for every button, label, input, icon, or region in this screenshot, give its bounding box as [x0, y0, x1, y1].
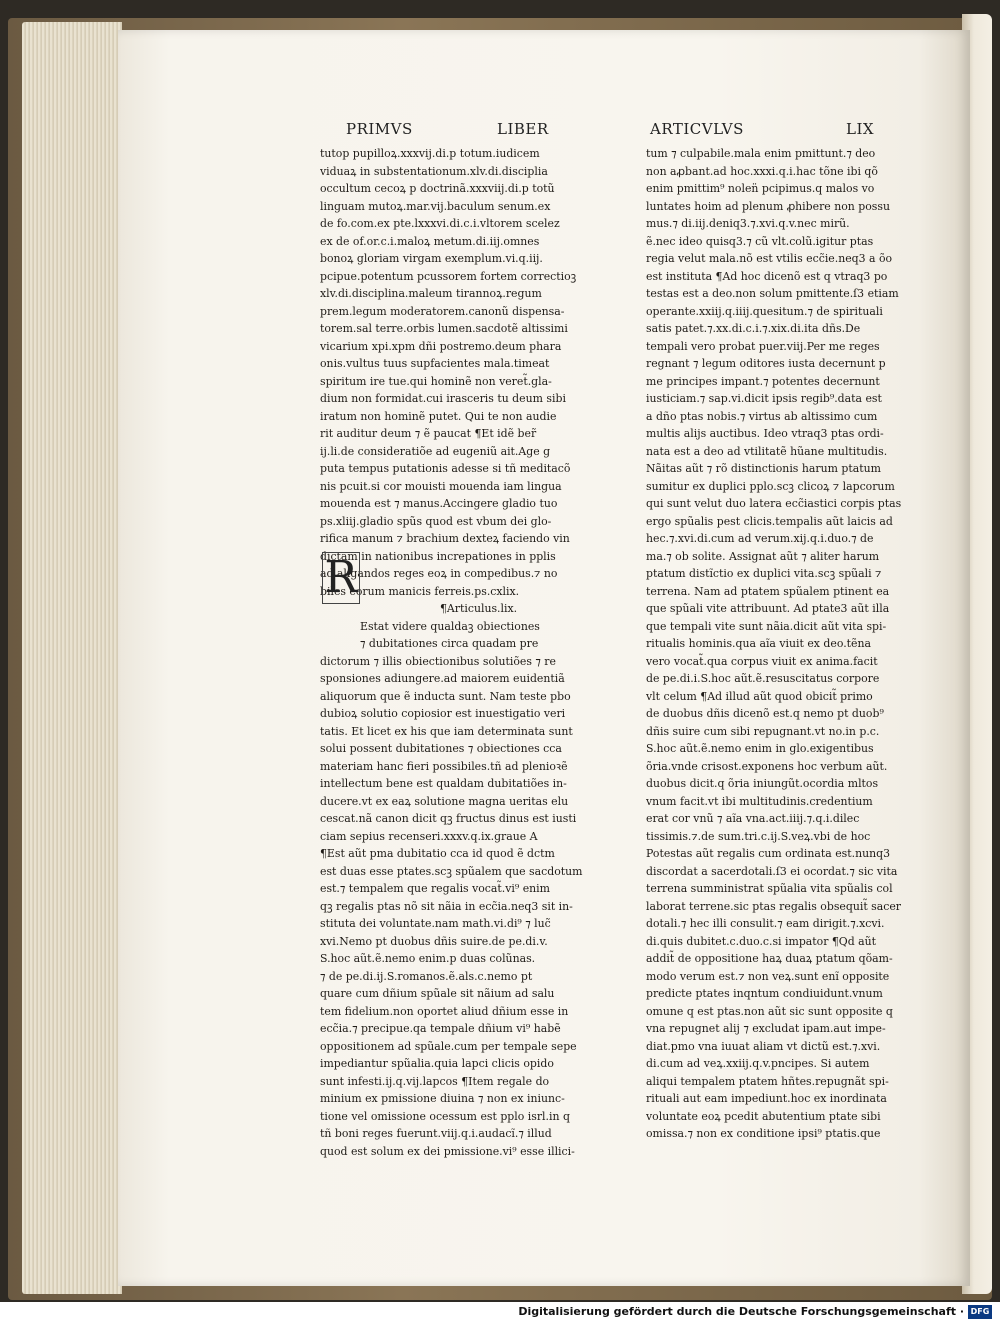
- text-line: viduaꝝ in substentationum.xlv.di.disciplia: [320, 164, 548, 178]
- text-line: tñ boni reges fuerunt.viij.q.i.audacĩ.⁊ illud: [320, 1127, 552, 1140]
- text-line: Potestas aũt regalis cum ordinata est.nunq3: [646, 847, 891, 860]
- text-line: nis pcuit.si cor mouisti mouenda iam lingua: [320, 479, 562, 493]
- text-line: de fo.com.ex pte.lxxxvi.di.c.i.vltorem scelez: [320, 217, 560, 230]
- text-line: a dño ptas nobis.⁊ virtus ab altissimo cum: [646, 409, 878, 423]
- text-line: quare cum dñium spũale sit nãium ad salu: [320, 987, 555, 1000]
- text-line: operante.xxiij.q.iiij.quesitum.⁊ de spirituali: [646, 304, 883, 318]
- text-line: satis patet.⁊.xx.di.c.i.⁊.xix.di.ita dñs.De: [646, 322, 861, 335]
- text-line: sponsiones adiungere.ad maiorem euidentiã: [320, 672, 565, 685]
- text-line: est duas esse ptates.scꝫ spũalem que sacdotum: [320, 864, 583, 878]
- text-line: ecc̃ia.⁊ precipue.qa tempale dñium vi⁹ habẽ: [320, 1022, 561, 1035]
- text-line: est.⁊ tempalem que regalis vocat̃.vi⁹ enim: [320, 882, 550, 895]
- text-line: que spũali vite attribuunt. Ad ptate3 aũt illa: [646, 602, 890, 615]
- text-line: rit auditur deum ⁊ ẽ paucat ¶Et idẽ ber̃: [320, 427, 537, 440]
- text-line: biles eorum manicis ferreis.ps.cxlix.: [320, 584, 520, 598]
- text-line: vicarium xpi.xpm dñi postremo.deum phara: [320, 339, 562, 353]
- text-line: laborat terrene.sic ptas regalis obsequit̃ sacer: [646, 899, 901, 913]
- text-line: vlt celum ¶Ad illud aũt quod obicit̃ primo: [646, 689, 873, 703]
- text-line: aliqui tempalem ptatem hñtes.repugnãt spi-: [646, 1074, 889, 1088]
- text-line: mus.⁊ di.iij.deniq3.⁊.xvi.q.v.nec mirũ.: [646, 217, 850, 230]
- text-line: materiam hanc fieri possibiles.tñ ad plenioꝛẽ: [320, 759, 568, 773]
- text-line: õria.vnde crisost.exponens hoc verbum aũt.: [646, 759, 888, 773]
- text-line: ij.li.de consideratiõe ad eugeniũ ait.Age g: [320, 444, 551, 458]
- text-line: tempali vero probat puer.viij.Per me reges: [646, 339, 880, 353]
- text-line: vna repugnet alij ⁊ excludat ipam.aut impe-: [646, 1022, 886, 1035]
- text-line: qui sunt velut duo latera ecc̃iastici corpis ptas: [646, 497, 902, 510]
- text-line: oppositionem ad spũale.cum per tempale sepe: [320, 1039, 577, 1053]
- text-line: de pe.di.i.S.hoc aũt.ẽ.resuscitatus corpore: [646, 672, 880, 685]
- text-line: regnant ⁊ legum oditores iusta decernunt p: [646, 357, 886, 370]
- text-line: tatis. Et licet ex his que iam determinata sunt: [320, 724, 573, 738]
- text-line: omissa.⁊ non ex conditione ipsi⁹ ptatis.que: [646, 1127, 881, 1140]
- text-line: intellectum bene est qualdam dubitatiões in-: [320, 777, 567, 790]
- text-line: prem.legum moderatorem.canonũ dispensa-: [320, 304, 565, 318]
- text-line: ⁊ dubitationes circa quadam pre: [360, 637, 539, 650]
- text-line: pcipue.potentum pcussorem fortem correctioꝫ: [320, 269, 577, 283]
- text-line: ma.⁊ ob solite. Assignat aũt ⁊ aliter harum: [646, 549, 880, 563]
- text-line: duobus dicit.q õria iniungũt.ocordia mltos: [646, 777, 879, 790]
- text-line: rifica manum ⁊ brachium dexteꝝ faciendo vin: [320, 532, 570, 545]
- text-line: me principes impant.⁊ potentes decernunt: [646, 374, 880, 388]
- text-line: ¶Est aũt pma dubitatio cca id quod ẽ dctm: [320, 847, 555, 860]
- text-line: iratum non hominẽ putet. Qui te non audie: [320, 409, 557, 423]
- text-line: tissimis.⁊.de sum.tri.c.ij.S.veꝝ.vbi de hoc: [646, 829, 871, 843]
- text-line: tum ⁊ culpabile.mala enim pmittunt.⁊ deo: [646, 147, 876, 160]
- text-line: terrena sumministrat spũalia vita spũalis col: [646, 882, 893, 895]
- text-line: sumitur ex duplici pplo.scꝫ clicoꝝ ⁊ lapcorum: [646, 479, 895, 493]
- text-line: regia velut mala.nõ est vtilis ecc̃ie.neq3 a õo: [646, 252, 893, 265]
- text-line: S.hoc aũt.ẽ.nemo enim in glo.exigentibus: [646, 742, 874, 755]
- text-line: voluntate eoꝝ pcedit abutentium ptate sibi: [646, 1109, 881, 1123]
- text-line: puta tempus putationis adesse si tñ meditacõ: [320, 462, 571, 475]
- text-line: minium ex pmissione diuina ⁊ non ex iniunc-: [320, 1092, 565, 1105]
- folio-number: LIX: [846, 120, 875, 138]
- dfg-logo: DFG: [968, 1305, 992, 1319]
- text-line: stituta dei voluntate.nam math.vi.di⁹ ⁊ luc̃: [320, 917, 551, 930]
- text-line: ad aligandos reges eoꝝ in compedibus.⁊ no: [320, 567, 558, 580]
- running-head-right: ARTICVLVS: [650, 120, 744, 138]
- text-line: erat cor vnũ ⁊ aĩa vna.act.iiij.⁊.q.i.dilec: [646, 812, 860, 825]
- text-column-left: [320, 145, 590, 1160]
- text-line: ritualis hominis.qua aĩa viuit ex deo.tẽna: [646, 637, 871, 650]
- text-line: diat.pmo vna iuuat aliam vt dictũ est.⁊.xvi.: [646, 1039, 881, 1053]
- text-line: aliquorum que ẽ inducta sunt. Nam teste pbo: [320, 689, 571, 703]
- text-line: omune q est ptas.non aũt sic sunt opposite q: [646, 1004, 893, 1018]
- text-line: Nãitas aũt ⁊ rõ distinctionis harum ptatum: [646, 462, 881, 475]
- text-line: discordat a sacerdotali.ſ3 ei ocordat.⁊ sic vita: [646, 864, 898, 878]
- text-line: xlv.di.disciplina.maleum tirannoꝝ.regum: [320, 287, 542, 300]
- text-line: ex de of.or.c.i.maloꝝ metum.di.iij.omnes: [320, 234, 540, 248]
- text-line: ergo spũalis pest clicis.tempalis aũt laicis ad: [646, 514, 893, 528]
- text-line: luntates hoim ad plenum ꝓhibere non possu: [646, 199, 890, 213]
- text-line: dotali.⁊ hec illi consulit.⁊ eam dirigit.⁊.xcvi.: [646, 917, 885, 930]
- text-line: hec.⁊.xvi.di.cum ad verum.xij.q.i.duo.⁊ de: [646, 532, 874, 545]
- text-line: que tempali vite sunt nãia.dicit aũt vita spi-: [646, 619, 887, 633]
- text-line: tutop pupilloꝝ.xxxvij.di.p totum.iudicem: [320, 147, 540, 160]
- text-line: modo verum est.⁊ non veꝝ.sunt enĩ opposite: [646, 969, 890, 983]
- funding-credit: Digitalisierung gefördert durch die Deutsche Forschungsgemeinschaft ·: [518, 1305, 964, 1318]
- text-line: vero vocat̃.qua corpus viuit ex anima.facit: [646, 654, 878, 668]
- text-line: mouenda est ⁊ manus.Accingere gladio tuo: [320, 497, 558, 510]
- text-line: testas est a deo.non solum pmittente.ſ3 etiam: [646, 287, 899, 300]
- text-line: ptatum distĩctio ex duplici vita.scꝫ spũali ⁊: [646, 567, 882, 580]
- text-line: ps.xliij.gladio spũs quod est vbum dei glo-: [320, 514, 552, 528]
- text-column-right: [646, 145, 910, 1143]
- text-line: terrena. Nam ad ptatem spũalem ptinent ea: [646, 584, 890, 598]
- text-line: tione vel omissione ocessum est pplo isrl.in q: [320, 1109, 570, 1123]
- text-line: de duobus dñis dicenõ est.q nemo pt duob⁹: [646, 707, 884, 720]
- text-line: occultum cecoꝝ p doctrinã.xxxviij.di.p totũ: [320, 182, 555, 195]
- text-line: Estat videre qualdaꝫ obiectiones: [360, 619, 540, 633]
- text-line: tem fidelium.non oportet aliud dñium esse in: [320, 1004, 569, 1018]
- text-line: dñis suire cum sibi repugnant.vt no.in p.c.: [646, 724, 880, 738]
- text-line: dictam in nationibus increpationes in pplis: [320, 549, 556, 563]
- text-line: di.cum ad veꝝ.xxiij.q.v.pncipes. Si autem: [646, 1057, 870, 1070]
- text-line: dubioꝝ solutio copiosior est inuestigatio veri: [320, 707, 566, 720]
- text-line: impediantur spũalia.quia lapci clicis opido: [320, 1057, 554, 1070]
- text-line: quod est solum ex dei pmissione.vi⁹ esse illici-: [320, 1144, 575, 1158]
- text-line: bonoꝝ gloriam virgam exemplum.vi.q.iij.: [320, 252, 543, 265]
- text-line: ¶Articulus.lix.: [440, 602, 518, 615]
- text-line: iusticiam.⁊ sap.vi.dicit ipsis regib⁹.data est: [646, 392, 882, 405]
- text-line: dium non formidat.cui irasceris tu deum sibi: [320, 392, 566, 405]
- text-line: solui possent dubitationes ⁊ obiectiones cca: [320, 742, 562, 755]
- text-line: cescat.nã canon dicit qꝫ fructus dinus est iusti: [320, 812, 577, 825]
- text-line: di.quis dubitet.c.duo.c.si impator ¶Qd aũt: [646, 934, 877, 948]
- footer-bar: [0, 1302, 1000, 1322]
- text-line: qꝫ regalis ptas nõ sit nãia in ecc̃ia.neq3 sit in-: [320, 899, 573, 913]
- text-line: xvi.Nemo pt duobus dñis suire.de pe.di.v.: [320, 934, 548, 948]
- text-line: sunt infesti.ij.q.vij.lapcos ¶Item regale do: [320, 1074, 550, 1088]
- text-line: ciam sepius recenseri.xxxv.q.ix.graue A: [320, 829, 538, 843]
- text-line: S.hoc aũt.ẽ.nemo enim.p duas colũnas.: [320, 952, 536, 965]
- text-line: multis alijs auctibus. Ideo vtraq3 ptas ordi-: [646, 427, 884, 440]
- text-line: ẽ.nec ideo quisq3.⁊ cũ vlt.colũ.igitur ptas: [646, 234, 874, 248]
- text-line: torem.sal terre.orbis lumen.sacdotẽ altissimi: [320, 322, 568, 335]
- text-line: vnum facit.vt ibi multitudinis.credentium: [646, 794, 873, 808]
- running-head-center: LIBER: [497, 120, 549, 138]
- text-line: ⁊ de pe.di.ij.S.romanos.ẽ.als.c.nemo pt: [320, 969, 533, 983]
- page-edges: [22, 22, 122, 1294]
- text-line: onis.vultus tuus supfacientes mala.timeat: [320, 357, 550, 370]
- decorated-initial: R: [322, 552, 360, 604]
- text-line: addit̃ de oppositione haꝝ duaꝝ ptatum qõam-: [646, 952, 893, 965]
- text-line: nata est a deo ad vtilitatẽ hũane multitudis.: [646, 444, 888, 458]
- text-line: enim pmittim⁹ nolen̈ pcipimus.q malos vo: [646, 182, 875, 195]
- text-line: predicte ptates inqntum condiuidunt.vnum: [646, 987, 883, 1000]
- text-line: ducere.vt ex eaꝝ solutione magna ueritas elu: [320, 794, 569, 808]
- text-line: linguam mutoꝝ.mar.vij.baculum senum.ex: [320, 199, 551, 213]
- text-line: dictorum ⁊ illis obiectionibus solutiões ⁊ re: [320, 654, 556, 668]
- running-head-left: PRIMVS: [346, 120, 413, 138]
- text-line: est instituta ¶Ad hoc dicenõ est q vtraq3 po: [646, 269, 888, 283]
- text-line: non aꝓbant.ad hoc.xxxi.q.i.hac tõne ibi qõ: [646, 164, 878, 178]
- text-line: rituali aut eam impediunt.hoc ex inordinata: [646, 1092, 887, 1105]
- text-line: spiritum ire tue.qui hominẽ non veret̃.gla-: [320, 374, 552, 388]
